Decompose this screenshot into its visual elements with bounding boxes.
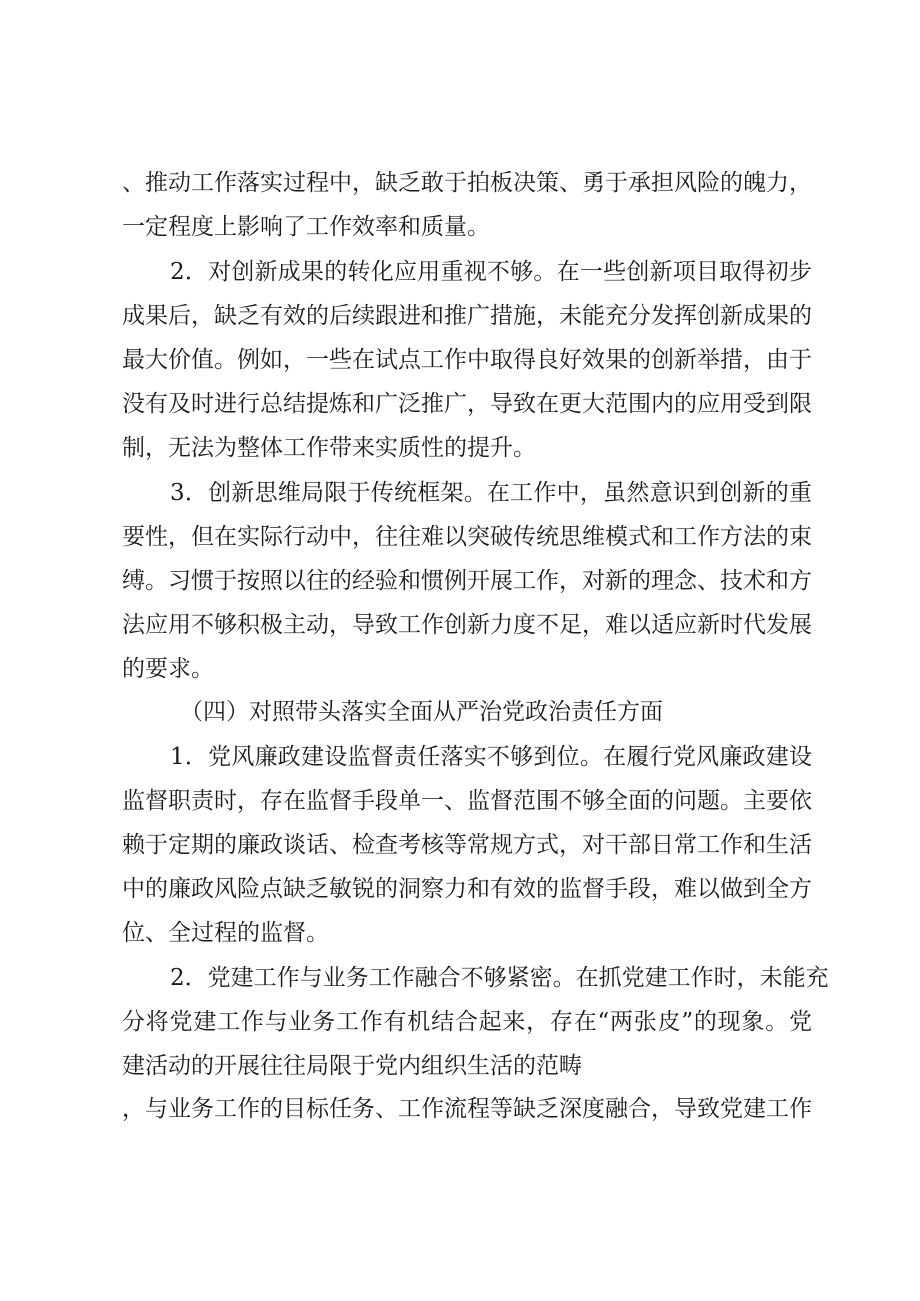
text-line: 缚。习惯于按照以往的经验和惯例开展工作，对新的理念、技术和方 <box>122 568 812 594</box>
paragraph-4-1-start: 1．党风廉政建设监督责任落实不够到位。在履行党风廉政建设 <box>170 744 812 770</box>
text-line: 成果后，缺乏有效的后续跟进和推广措施，未能充分发挥创新成果的 <box>122 303 812 329</box>
text-line: 赖于定期的廉政谈话、检查考核等常规方式，对干部日常工作和生活 <box>122 832 812 858</box>
paragraph-2-start: 2．对创新成果的转化应用重视不够。在一些创新项目取得初步 <box>170 259 812 285</box>
text-line: 要性，但在实际行动中，往往难以突破传统思维模式和工作方法的束 <box>122 524 812 550</box>
text-line: 分将党建工作与业务工作有机结合起来，存在“两张皮”的现象。党 <box>122 1009 812 1035</box>
text-line: ，与业务工作的目标任务、工作流程等缺乏深度融合，导致党建工作 <box>122 1096 812 1122</box>
text-line: 监督职责时，存在监督手段单一、监督范围不够全面的问题。主要依 <box>122 788 812 814</box>
text-line: 建活动的开展往往局限于党内组织生活的范畴 <box>122 1053 582 1079</box>
section-heading: （四）对照带头落实全面从严治党政治责任方面 <box>180 699 663 725</box>
text-line: 没有及时进行总结提炼和广泛推广，导致在更大范围内的应用受到限 <box>122 391 812 417</box>
text-line: 中的廉政风险点缺乏敏锐的洞察力和有效的监督手段，难以做到全方 <box>122 876 812 902</box>
paragraph-4-2-start: 2．党建工作与业务工作融合不够紧密。在抓党建工作时，未能充 <box>170 965 829 991</box>
paragraph-3-start: 3．创新思维局限于传统框架。在工作中，虽然意识到创新的重 <box>170 480 812 506</box>
text-line: 法应用不够积极主动，导致工作创新力度不足，难以适应新时代发展 <box>122 612 812 638</box>
text-line: 最大价值。例如，一些在试点工作中取得良好效果的创新举措，由于 <box>122 347 812 373</box>
text-line: 一定程度上影响了工作效率和质量。 <box>122 214 490 240</box>
text-line: 、推动工作落实过程中，缺乏敢于拍板决策、勇于承担风险的魄力， <box>122 170 812 196</box>
text-line: 位、全过程的监督。 <box>122 920 329 946</box>
text-line: 制，无法为整体工作带来实质性的提升。 <box>122 435 536 461</box>
text-line: 的要求。 <box>122 656 214 682</box>
